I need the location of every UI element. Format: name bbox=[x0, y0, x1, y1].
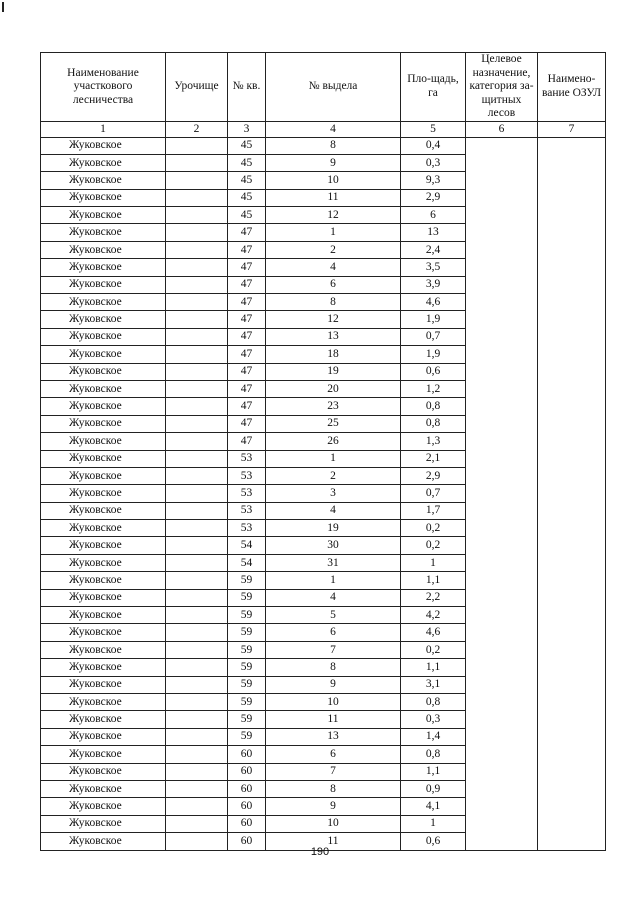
cell-area: 1,1 bbox=[401, 763, 466, 780]
cell-tract bbox=[166, 798, 228, 815]
page-number: 190 bbox=[310, 846, 330, 858]
cell-quarter: 47 bbox=[228, 276, 266, 293]
cell-area: 1 bbox=[401, 554, 466, 571]
cell-forestry: Жуковское bbox=[41, 694, 166, 711]
cell-forestry: Жуковское bbox=[41, 659, 166, 676]
header-quarter: № кв. bbox=[228, 53, 266, 122]
cell-quarter: 54 bbox=[228, 537, 266, 554]
cell-quarter: 59 bbox=[228, 624, 266, 641]
cell-forestry: Жуковское bbox=[41, 537, 166, 554]
cell-quarter: 53 bbox=[228, 520, 266, 537]
cell-area: 4,2 bbox=[401, 607, 466, 624]
cell-forestry: Жуковское bbox=[41, 798, 166, 815]
cell-forestry: Жуковское bbox=[41, 676, 166, 693]
cell-tract bbox=[166, 154, 228, 171]
scan-margin-mark bbox=[2, 2, 4, 12]
cell-quarter: 60 bbox=[228, 815, 266, 832]
cell-quarter: 45 bbox=[228, 137, 266, 154]
cell-tract bbox=[166, 676, 228, 693]
cell-plot: 7 bbox=[266, 763, 401, 780]
cell-plot: 8 bbox=[266, 137, 401, 154]
cell-plot: 6 bbox=[266, 746, 401, 763]
cell-quarter: 47 bbox=[228, 294, 266, 311]
cell-tract bbox=[166, 398, 228, 415]
cell-forestry: Жуковское bbox=[41, 502, 166, 519]
cell-tract bbox=[166, 485, 228, 502]
cell-quarter: 53 bbox=[228, 502, 266, 519]
cell-area: 1,9 bbox=[401, 346, 466, 363]
cell-forestry: Жуковское bbox=[41, 746, 166, 763]
cell-forestry: Жуковское bbox=[41, 763, 166, 780]
cell-forestry: Жуковское bbox=[41, 363, 166, 380]
cell-tract bbox=[166, 728, 228, 745]
cell-area: 0,2 bbox=[401, 537, 466, 554]
column-number: 1 bbox=[41, 121, 166, 137]
cell-plot: 9 bbox=[266, 676, 401, 693]
cell-area: 0,2 bbox=[401, 641, 466, 658]
cell-tract bbox=[166, 328, 228, 345]
cell-tract bbox=[166, 433, 228, 450]
cell-forestry: Жуковское bbox=[41, 485, 166, 502]
cell-quarter: 45 bbox=[228, 207, 266, 224]
cell-area: 2,9 bbox=[401, 467, 466, 484]
cell-quarter: 59 bbox=[228, 589, 266, 606]
header-area: Пло-щадь, га bbox=[401, 53, 466, 122]
cell-plot: 19 bbox=[266, 520, 401, 537]
cell-quarter: 53 bbox=[228, 485, 266, 502]
cell-forestry: Жуковское bbox=[41, 137, 166, 154]
cell-quarter: 47 bbox=[228, 433, 266, 450]
cell-plot: 8 bbox=[266, 294, 401, 311]
cell-quarter: 47 bbox=[228, 415, 266, 432]
cell-plot: 10 bbox=[266, 172, 401, 189]
cell-quarter: 59 bbox=[228, 676, 266, 693]
cell-area: 2,4 bbox=[401, 241, 466, 258]
cell-quarter: 45 bbox=[228, 189, 266, 206]
cell-forestry: Жуковское bbox=[41, 624, 166, 641]
cell-plot: 4 bbox=[266, 502, 401, 519]
cell-plot: 2 bbox=[266, 467, 401, 484]
cell-area: 13 bbox=[401, 224, 466, 241]
cell-tract bbox=[166, 294, 228, 311]
cell-quarter: 47 bbox=[228, 259, 266, 276]
cell-quarter: 59 bbox=[228, 711, 266, 728]
cell-quarter: 60 bbox=[228, 780, 266, 797]
cell-area: 0,7 bbox=[401, 485, 466, 502]
cell-forestry: Жуковское bbox=[41, 328, 166, 345]
cell-quarter: 47 bbox=[228, 241, 266, 258]
cell-forestry: Жуковское bbox=[41, 259, 166, 276]
cell-quarter: 53 bbox=[228, 450, 266, 467]
cell-forestry: Жуковское bbox=[41, 380, 166, 397]
cell-tract bbox=[166, 711, 228, 728]
cell-area: 0,3 bbox=[401, 711, 466, 728]
cell-forestry: Жуковское bbox=[41, 711, 166, 728]
cell-quarter: 60 bbox=[228, 798, 266, 815]
cell-forestry: Жуковское bbox=[41, 728, 166, 745]
cell-quarter: 47 bbox=[228, 224, 266, 241]
column-number: 5 bbox=[401, 121, 466, 137]
cell-quarter: 47 bbox=[228, 311, 266, 328]
cell-forestry: Жуковское bbox=[41, 833, 166, 850]
cell-area: 9,3 bbox=[401, 172, 466, 189]
cell-area: 0,3 bbox=[401, 154, 466, 171]
cell-tract bbox=[166, 780, 228, 797]
cell-tract bbox=[166, 207, 228, 224]
header-forestry: Наименование участкового лесничества bbox=[41, 53, 166, 122]
cell-tract bbox=[166, 224, 228, 241]
cell-forestry: Жуковское bbox=[41, 398, 166, 415]
cell-plot: 1 bbox=[266, 224, 401, 241]
cell-area: 4,6 bbox=[401, 624, 466, 641]
cell-area: 6 bbox=[401, 207, 466, 224]
cell-area: 4,6 bbox=[401, 294, 466, 311]
cell-tract bbox=[166, 346, 228, 363]
cell-quarter: 59 bbox=[228, 659, 266, 676]
cell-area: 0,6 bbox=[401, 363, 466, 380]
cell-area: 1,4 bbox=[401, 728, 466, 745]
forest-plots-table bbox=[40, 52, 606, 851]
column-number: 2 bbox=[166, 121, 228, 137]
cell-forestry: Жуковское bbox=[41, 450, 166, 467]
cell-area: 2,1 bbox=[401, 450, 466, 467]
cell-tract bbox=[166, 537, 228, 554]
cell-plot: 11 bbox=[266, 833, 401, 850]
cell-area: 0,8 bbox=[401, 415, 466, 432]
cell-forestry: Жуковское bbox=[41, 294, 166, 311]
cell-area: 1,2 bbox=[401, 380, 466, 397]
cell-forestry: Жуковское bbox=[41, 154, 166, 171]
cell-tract bbox=[166, 415, 228, 432]
cell-quarter: 47 bbox=[228, 328, 266, 345]
cell-plot: 8 bbox=[266, 659, 401, 676]
cell-tract bbox=[166, 137, 228, 154]
cell-tract bbox=[166, 624, 228, 641]
cell-plot: 5 bbox=[266, 607, 401, 624]
cell-forestry: Жуковское bbox=[41, 780, 166, 797]
cell-plot: 25 bbox=[266, 415, 401, 432]
cell-forestry: Жуковское bbox=[41, 433, 166, 450]
cell-plot: 6 bbox=[266, 624, 401, 641]
cell-plot: 6 bbox=[266, 276, 401, 293]
cell-quarter: 45 bbox=[228, 154, 266, 171]
cell-quarter: 60 bbox=[228, 833, 266, 850]
cell-forestry: Жуковское bbox=[41, 554, 166, 571]
cell-area: 1,1 bbox=[401, 572, 466, 589]
cell-plot: 31 bbox=[266, 554, 401, 571]
cell-tract bbox=[166, 815, 228, 832]
cell-forestry: Жуковское bbox=[41, 224, 166, 241]
cell-forestry: Жуковское bbox=[41, 467, 166, 484]
cell-plot: 23 bbox=[266, 398, 401, 415]
cell-forestry: Жуковское bbox=[41, 520, 166, 537]
cell-quarter: 53 bbox=[228, 467, 266, 484]
cell-quarter: 47 bbox=[228, 398, 266, 415]
cell-quarter: 45 bbox=[228, 172, 266, 189]
cell-quarter: 59 bbox=[228, 694, 266, 711]
cell-quarter: 60 bbox=[228, 746, 266, 763]
cell-tract bbox=[166, 380, 228, 397]
cell-plot: 12 bbox=[266, 311, 401, 328]
cell-forestry: Жуковское bbox=[41, 589, 166, 606]
cell-area: 0,9 bbox=[401, 780, 466, 797]
header-plot: № выдела bbox=[266, 53, 401, 122]
cell-tract bbox=[166, 694, 228, 711]
cell-plot: 11 bbox=[266, 711, 401, 728]
cell-plot: 30 bbox=[266, 537, 401, 554]
cell-area: 1,9 bbox=[401, 311, 466, 328]
cell-plot: 12 bbox=[266, 207, 401, 224]
cell-area: 0,2 bbox=[401, 520, 466, 537]
column-number: 6 bbox=[466, 121, 538, 137]
cell-plot: 13 bbox=[266, 328, 401, 345]
cell-quarter: 59 bbox=[228, 728, 266, 745]
cell-tract bbox=[166, 589, 228, 606]
cell-plot: 1 bbox=[266, 450, 401, 467]
column-number: 7 bbox=[538, 121, 606, 137]
table-row bbox=[41, 137, 606, 154]
cell-quarter: 59 bbox=[228, 572, 266, 589]
cell-tract bbox=[166, 520, 228, 537]
cell-forestry: Жуковское bbox=[41, 172, 166, 189]
cell-plot: 26 bbox=[266, 433, 401, 450]
cell-tract bbox=[166, 241, 228, 258]
cell-quarter: 59 bbox=[228, 607, 266, 624]
cell-forestry: Жуковское bbox=[41, 415, 166, 432]
cell-plot: 11 bbox=[266, 189, 401, 206]
column-number-row bbox=[41, 121, 606, 137]
cell-area: 0,4 bbox=[401, 137, 466, 154]
cell-forestry: Жуковское bbox=[41, 607, 166, 624]
cell-plot: 10 bbox=[266, 694, 401, 711]
cell-area: 0,8 bbox=[401, 694, 466, 711]
cell-forestry: Жуковское bbox=[41, 241, 166, 258]
cell-plot: 1 bbox=[266, 572, 401, 589]
header-purpose: Целевое назначение, категория за-щитных лесов bbox=[466, 53, 538, 122]
cell-plot: 9 bbox=[266, 798, 401, 815]
cell-forestry: Жуковское bbox=[41, 815, 166, 832]
cell-quarter: 47 bbox=[228, 363, 266, 380]
cell-tract bbox=[166, 502, 228, 519]
cell-area: 4,1 bbox=[401, 798, 466, 815]
cell-plot: 10 bbox=[266, 815, 401, 832]
cell-area: 1,1 bbox=[401, 659, 466, 676]
cell-area: 1 bbox=[401, 815, 466, 832]
cell-area: 0,8 bbox=[401, 398, 466, 415]
cell-forestry: Жуковское bbox=[41, 311, 166, 328]
cell-plot: 20 bbox=[266, 380, 401, 397]
cell-area: 3,5 bbox=[401, 259, 466, 276]
cell-forestry: Жуковское bbox=[41, 572, 166, 589]
cell-area: 1,3 bbox=[401, 433, 466, 450]
cell-plot: 8 bbox=[266, 780, 401, 797]
cell-quarter: 60 bbox=[228, 763, 266, 780]
cell-plot: 9 bbox=[266, 154, 401, 171]
cell-area: 3,9 bbox=[401, 276, 466, 293]
cell-plot: 18 bbox=[266, 346, 401, 363]
cell-plot: 4 bbox=[266, 259, 401, 276]
cell-tract bbox=[166, 607, 228, 624]
cell-quarter: 47 bbox=[228, 346, 266, 363]
column-number: 3 bbox=[228, 121, 266, 137]
cell-tract bbox=[166, 450, 228, 467]
cell-tract bbox=[166, 467, 228, 484]
cell-quarter: 54 bbox=[228, 554, 266, 571]
cell-area: 2,9 bbox=[401, 189, 466, 206]
cell-area: 2,2 bbox=[401, 589, 466, 606]
cell-area: 3,1 bbox=[401, 676, 466, 693]
table-body bbox=[41, 137, 606, 850]
cell-plot: 7 bbox=[266, 641, 401, 658]
cell-plot: 19 bbox=[266, 363, 401, 380]
cell-tract bbox=[166, 554, 228, 571]
cell-tract bbox=[166, 659, 228, 676]
cell-forestry: Жуковское bbox=[41, 207, 166, 224]
cell-purpose-merged bbox=[466, 137, 538, 850]
cell-tract bbox=[166, 189, 228, 206]
cell-area: 0,7 bbox=[401, 328, 466, 345]
cell-quarter: 47 bbox=[228, 380, 266, 397]
cell-tract bbox=[166, 572, 228, 589]
cell-forestry: Жуковское bbox=[41, 276, 166, 293]
cell-tract bbox=[166, 172, 228, 189]
cell-tract bbox=[166, 259, 228, 276]
cell-tract bbox=[166, 276, 228, 293]
header-row bbox=[41, 53, 606, 122]
cell-plot: 2 bbox=[266, 241, 401, 258]
cell-area: 0,8 bbox=[401, 746, 466, 763]
cell-plot: 3 bbox=[266, 485, 401, 502]
cell-plot: 13 bbox=[266, 728, 401, 745]
cell-tract bbox=[166, 363, 228, 380]
cell-forestry: Жуковское bbox=[41, 641, 166, 658]
header-ozul: Наимено-вание ОЗУЛ bbox=[538, 53, 606, 122]
cell-area: 0,6 bbox=[401, 833, 466, 850]
cell-tract bbox=[166, 763, 228, 780]
cell-tract bbox=[166, 746, 228, 763]
cell-ozul-merged bbox=[538, 137, 606, 850]
header-tract: Урочище bbox=[166, 53, 228, 122]
cell-quarter: 59 bbox=[228, 641, 266, 658]
cell-area: 1,7 bbox=[401, 502, 466, 519]
cell-tract bbox=[166, 311, 228, 328]
cell-tract bbox=[166, 641, 228, 658]
cell-forestry: Жуковское bbox=[41, 189, 166, 206]
cell-plot: 4 bbox=[266, 589, 401, 606]
cell-forestry: Жуковское bbox=[41, 346, 166, 363]
column-number: 4 bbox=[266, 121, 401, 137]
